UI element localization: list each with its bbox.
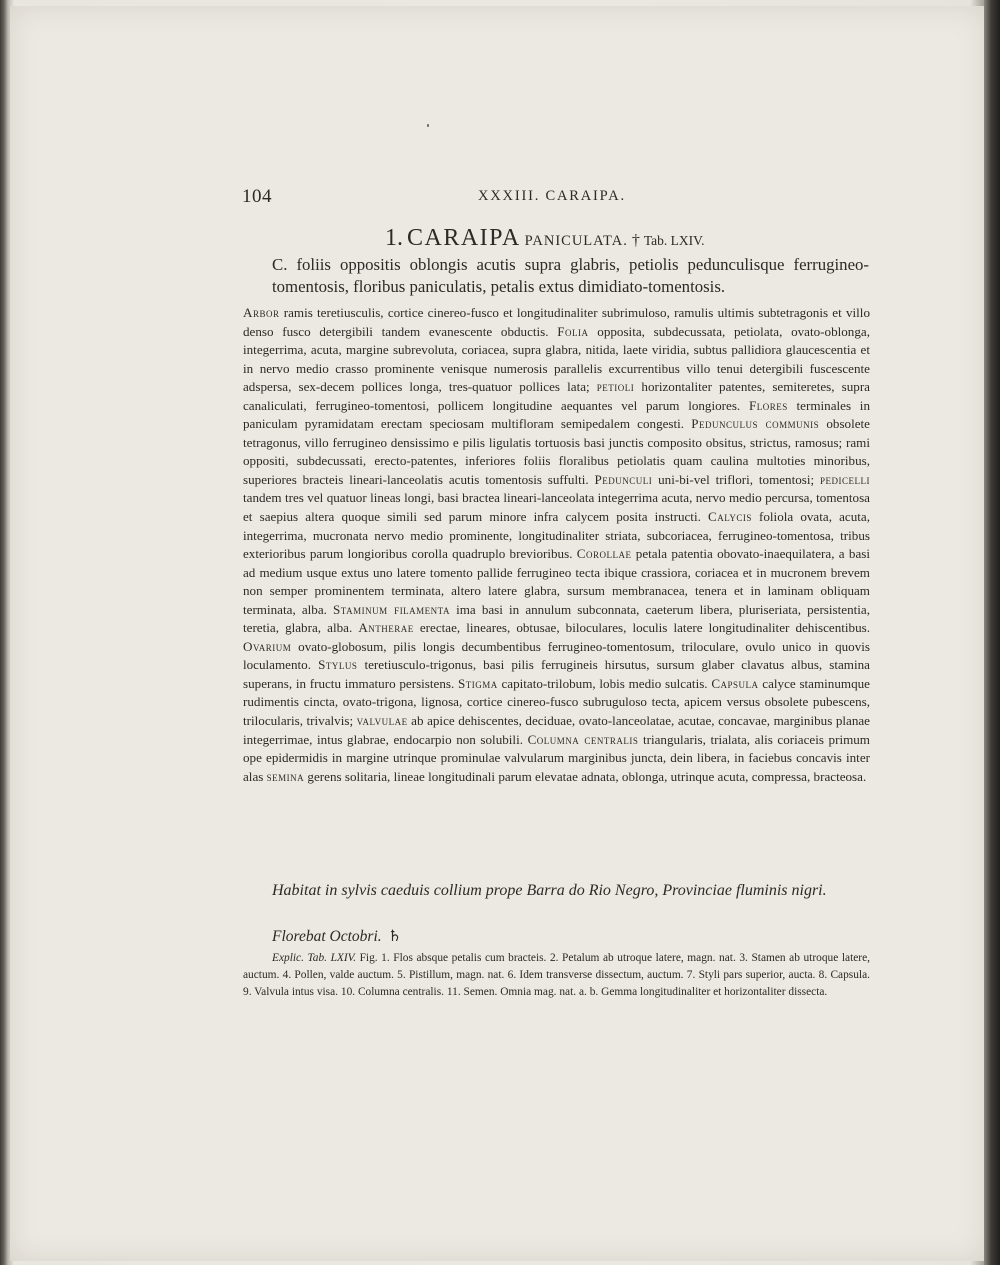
description-head: Staminum filamenta — [333, 601, 450, 617]
description-text: opposita, subdecussata, petiolata, ovato-oblonga, integerrima, acuta, margine subrevoluta, coriacea, supra glabra, nitida, laete viridia, subtus pallidiora glaucescentia et in nervo medio crasso prominente venisque numerosis parallelis excurrentibus villo tenui detergibili fuscescente adspersa, sex-decem pollices longa, tres-quatuor pollices lata; — [243, 323, 870, 395]
description-text: capitato-trilobum, lobis medio sulcatis. — [497, 675, 712, 691]
description-head: Flores — [748, 397, 788, 413]
genus-name: CARAIPA — [407, 225, 521, 251]
description-text: ab apice dehiscentes, deciduae, ovato-lanceolatae, acutae, concavae, marginibus planae integerrimae, intus glabrae, endocarpio non solubili. — [243, 713, 870, 747]
plate-reference: Tab. LXIV. — [643, 233, 705, 248]
description-text: foliola ovata, acuta, integerrima, mucronata nervo medio prominente, longitudinaliter striata, subcoriacea, ferrugineo-tomentosa, tribus exterioribus parum longioribus corolla quadruplo brevioribus. — [243, 509, 871, 562]
description-head: Corollae — [576, 546, 632, 562]
description-head: Capsula — [711, 675, 759, 691]
species-title — [385, 223, 705, 256]
description-head: Antherae — [358, 620, 414, 636]
description-head: Folia — [557, 323, 589, 339]
saturn-symbol-icon: ♄ — [387, 928, 402, 945]
description-head: Columna centralis — [527, 731, 639, 747]
plate-explanation — [243, 950, 870, 1001]
description-text: terminales in paniculam pyramidatam erectam speciosam multifloram semipedalem congesti. — [243, 397, 870, 432]
description-text: ovato-globosum, pilis longis decumbentibus ferrugineo-tomentosum, triloculare, ovulo unico in quovis loculamento. — [243, 638, 870, 673]
description-head: Pedunculus communis — [691, 416, 820, 432]
description-text: horizontaliter patentes, semiteretes, supra canaliculati, ferrugineo-tomentosi, pollicem longitudine aequantes vel parum longiores. — [243, 379, 870, 413]
description-text: ramis teretiusculis, cortice cinereo-fusco et longitudinaliter subrimuloso, ramulis ultimis subtetragonis et villo denso fusco detergibili tandem evanescente obductis. — [243, 305, 870, 339]
description-head: petioli — [596, 379, 635, 395]
description-paragraph — [243, 304, 870, 786]
description-head: Stylus — [318, 657, 358, 673]
description-text: ima basi in annulum subconnata, caeterum libera, pluriseriata, persistentia, teretia, glabra, alba. — [243, 601, 870, 636]
dagger-sign: † — [631, 232, 640, 249]
description-head: Ovarium — [243, 638, 292, 654]
habitat-paragraph: Habitat in sylvis caeduis collium prope Barra do Rio Negro, Provinciae fluminis nigri. — [272, 882, 827, 899]
species-number: 1. — [385, 225, 403, 251]
description-text: petala patentia obovato-inaequilatera, a basi ad medium usque extus uno latere tomento pallide ferrugineo tecta ibique crassiora, coriacea et in mucronem brevem non semper prominentem terminata, altero latere glabra, sursum membranacea, tenera et in laminam obliquam terminata, alba. — [243, 546, 870, 617]
diagnosis-paragraph: C. foliis oppositis oblongis acutis supra glabris, petiolis pedunculisque ferrugineo-tomentosis, floribus paniculatis, petalis extus dimidiato-tomentosis. — [272, 255, 869, 296]
description-text: calyce staminumque rudimentis cincta, ovato-trigona, lignosa, cortice cinereo-fusco subruguloso tecta, apicem versus obsolete pubescens, trilocularis, trivalvis; — [243, 675, 870, 729]
description-text: gerens solitaria, lineae longitudinali parum elevatae adnata, oblonga, utrinque acuta, compressa, bracteosa. — [304, 768, 867, 784]
description-head: valvulae — [356, 713, 408, 729]
flowering-line — [272, 926, 402, 946]
page-number: 104 — [242, 186, 272, 207]
running-head — [242, 186, 662, 210]
description-head: pedicelli — [820, 471, 871, 487]
book-page-edge — [984, 0, 1000, 1265]
explanation-text: Fig. 1. Flos absque petalis cum bracteis. 2. Petalum ab utroque latere, magn. nat. 3. Stamen ab utroque latere, auctum. 4. Pollen, valde auctum. 5. Pistillum, magn. nat. 6. Idem transverse dissectum, auctum. 7. Styli pars superior, aucta. 8. Capsula. 9. Valvula intus visa. 10. Columna centralis. 11. Semen. Omnia mag. nat. a. b. Gemma longitudinaliter et horizontaliter dissecta. — [243, 952, 870, 999]
description-text: obsolete tetragonus, villo ferrugineo densissimo e pilis ligulatis tortuosis basi junctis composito obsitus, strictus, ramosus; rami oppositi, subdecussati, erecto-patentes, inferiores foliis floralibus petiolatis quam caulina multoties minoribus, superiores bracteis lineari-lanceolatis acutis tomentosis suffulti. — [243, 416, 870, 487]
paper-speck — [427, 124, 429, 127]
description-head: Calycis — [708, 509, 752, 525]
flowering-text: Florebat Octobri. — [272, 928, 382, 945]
description-text: erectae, lineares, obtusae, biloculares, loculis latere longitudinaliter dehiscentibus. — [413, 620, 870, 636]
description-head: Arbor — [243, 305, 280, 320]
explanation-lead: Explic. Tab. LXIV. — [272, 952, 357, 964]
description-head: semina — [266, 768, 305, 784]
section-title: XXXIII. CARAIPA. — [478, 188, 626, 204]
description-head: Stigma — [457, 675, 498, 691]
description-head: Pedunculi — [594, 471, 653, 487]
description-text: teretiusculo-trigonus, basi pilis ferrugineis hirsutus, sursum glaber clavatus albus, stamina superans, in fructu immaturo persistens. — [243, 657, 870, 691]
species-epithet: PANICULATA. — [524, 233, 628, 249]
description-text: triangularis, trialata, alis coriaceis primum ope epidermidis in margine utrinque prominulae valvularum marginibus juncta, dein libera, in faciebus concavis inter alas — [243, 731, 870, 784]
description-text: uni-bi-vel triflori, tomentosi; — [652, 471, 821, 487]
description-text: tandem tres vel quatuor lineas longi, basi bractea lineari-lanceolata integerrima acuta, nervo medio percursa, tomentosa et saepius altera quoque simili sed parum minore infra calycem posita instructi. — [243, 490, 870, 525]
